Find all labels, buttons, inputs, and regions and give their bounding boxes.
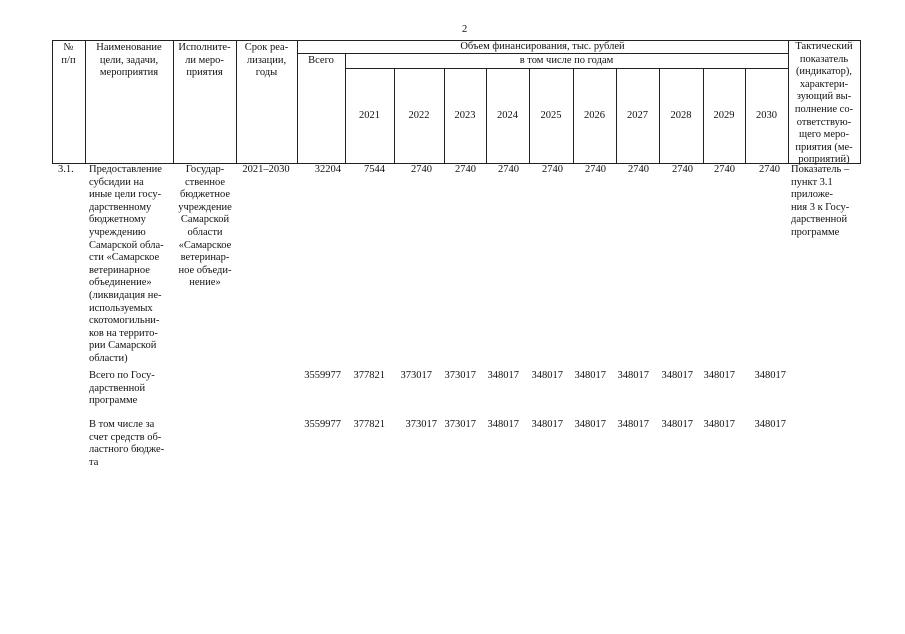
row-year-value: 348017 (574, 370, 606, 381)
row-year-value: 348017 (617, 419, 649, 430)
row-name: В том числе за счет средств об- ластного бюдже- та (89, 419, 165, 468)
col-line (345, 53, 346, 164)
row-year-value: 348017 (487, 370, 519, 381)
header-year: 2023 (454, 110, 476, 121)
header-year: 2029 (713, 110, 735, 121)
row-num: 3.1. (58, 164, 74, 175)
row-year-value: 2740 (714, 164, 735, 175)
row-total: 32204 (314, 164, 341, 175)
row-year-value: 2740 (628, 164, 649, 175)
row-year-value: 348017 (703, 419, 735, 430)
row-year-value: 348017 (531, 370, 563, 381)
row-year-value: 348017 (754, 370, 786, 381)
row-year-value: 348017 (703, 370, 735, 381)
header-total: Всего (308, 55, 334, 66)
header-indicator: Тактический показатель (индикатор), характери- зующий вы- полнение со- ответствую- щего меро- приятия (ме- роприятий) (794, 41, 854, 166)
row-term: 2021–2030 (242, 164, 290, 175)
row-year-value: 373017 (405, 419, 437, 430)
row-year-value: 348017 (617, 370, 649, 381)
header-year: 2026 (584, 110, 605, 121)
row-year-value: 7544 (364, 164, 385, 175)
row-total: 3559977 (304, 370, 341, 381)
header-by-years: в том числе по годам (519, 55, 614, 66)
header-year: 2021 (359, 110, 380, 121)
header-year: 2024 (497, 110, 518, 121)
row-year-value: 373017 (444, 370, 476, 381)
header-year: 2030 (756, 110, 777, 121)
financing-table-header (52, 40, 861, 164)
row-year-value: 348017 (487, 419, 519, 430)
header-num: № п/п (61, 42, 76, 66)
header-year: 2027 (627, 110, 648, 121)
header-year: 2028 (670, 110, 692, 121)
row-year-value: 2740 (759, 164, 780, 175)
row-year-value: 348017 (531, 419, 563, 430)
header-name: Наименование цели, задачи, мероприятия (96, 42, 162, 79)
row-year-value: 377821 (353, 419, 385, 430)
row-name: Предоставление субсидии на иные цели госу- дарственному бюджетному учреждению Самарской обла- сти «Самарское ветеринарное объединение» (ликвидация не- используемых скотомогильни- ков на террито- рии Самарской области) (89, 164, 164, 364)
row-year-value: 373017 (400, 370, 432, 381)
row-year-value: 2740 (672, 164, 693, 175)
row-year-value: 348017 (661, 419, 693, 430)
row-executor: Государ- ственное бюджетное учреждение Самарской области «Самарское ветеринар- ное объеди- нение» (178, 164, 232, 289)
header-financing: Объем финансирования, тыс. рублей (460, 41, 625, 52)
header-year: 2025 (540, 110, 562, 121)
row-year-value: 2740 (498, 164, 519, 175)
header-executor: Исполните- ли меро- приятия (178, 42, 231, 79)
row-year-value: 2740 (585, 164, 606, 175)
row-year-value: 2740 (455, 164, 476, 175)
header-year: 2022 (408, 110, 430, 121)
row-year-value: 377821 (353, 370, 385, 381)
row-indicator: Показатель – пункт 3.1 приложе- ния 3 к Госу- дарственной программе (791, 164, 850, 238)
years-divider (345, 68, 788, 69)
row-year-value: 348017 (754, 419, 786, 430)
col-line (860, 40, 861, 164)
row-year-value: 348017 (574, 419, 606, 430)
page-number: 2 (462, 24, 468, 35)
row-year-value: 348017 (661, 370, 693, 381)
row-year-value: 2740 (411, 164, 432, 175)
header-term: Срок реа- лизации, годы (244, 42, 289, 79)
row-year-value: 2740 (542, 164, 563, 175)
row-total: 3559977 (304, 419, 341, 430)
row-name: Всего по Госу- дарственной программе (89, 370, 155, 407)
row-year-value: 373017 (444, 419, 476, 430)
